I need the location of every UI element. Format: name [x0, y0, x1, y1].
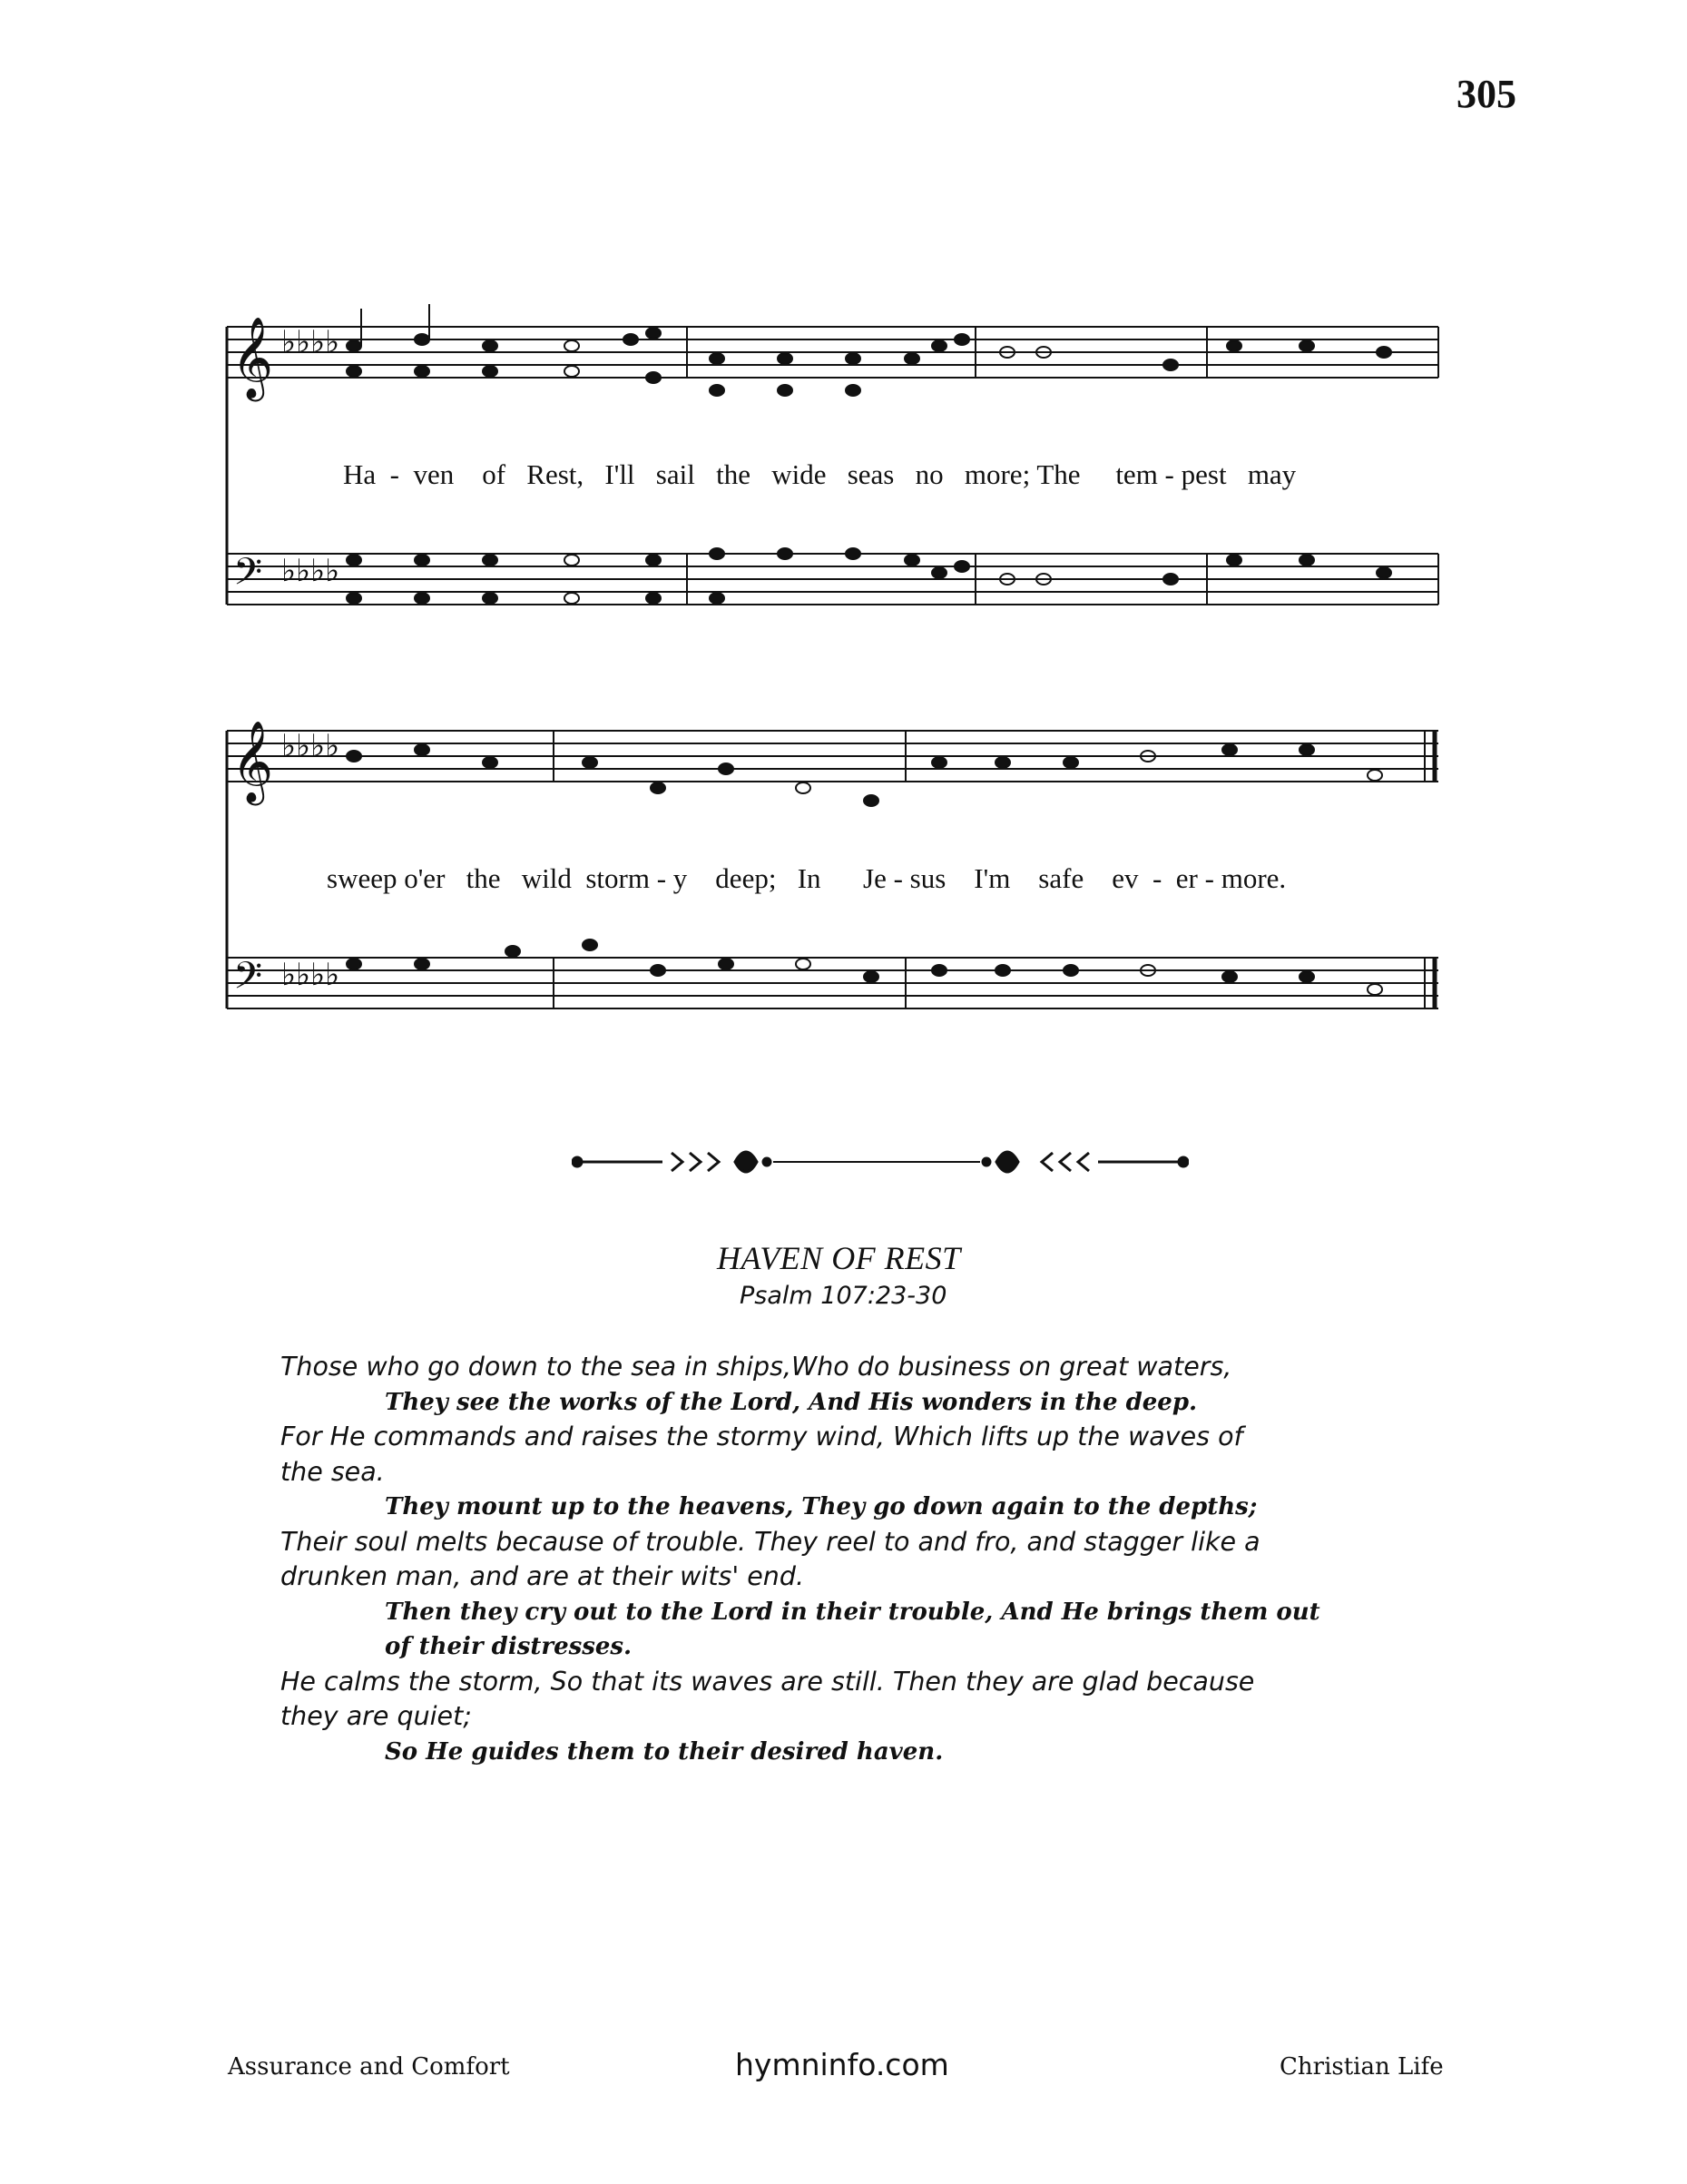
responsive-reading: [280, 1350, 1460, 1769]
reading-line: the sea.: [280, 1456, 385, 1487]
svg-text:♭♭♭♭: ♭♭♭♭: [281, 957, 340, 993]
music-score: [222, 272, 1457, 1089]
reading-line: they are quiet;: [280, 1701, 472, 1731]
treble-clef-icon: 𝄞: [231, 317, 274, 398]
reading-response-line: They mount up to the heavens, They go down again to the depths;: [385, 1493, 1258, 1520]
reading-response-line: So He guides them to their desired haven.: [385, 1737, 944, 1766]
svg-text:♭♭♭♭: ♭♭♭♭: [281, 324, 340, 360]
footer-website: hymninfo.com: [735, 2047, 949, 2082]
reading-line: Their soul melts because of trouble. They reel to and fro, and stagger like a: [280, 1526, 1260, 1557]
reading-title: HAVEN OF REST: [717, 1240, 961, 1276]
footer-section: Christian Life: [1280, 2053, 1444, 2081]
svg-text:♭♭♭♭: ♭♭♭♭: [281, 728, 340, 764]
reading-response-line: of their distresses.: [385, 1633, 633, 1660]
treble-clef-icon: 𝄞: [231, 721, 274, 802]
reading-response-line: They see the works of the Lord, And His wonders in the deep.: [385, 1388, 1198, 1416]
reading-response-line: Then they cry out to the Lord in their trouble, And He brings them out: [385, 1598, 1320, 1626]
reading-line: Those who go down to the sea in ships,Who do business on great waters,: [280, 1352, 1232, 1382]
treble-staff-1: [227, 327, 1438, 378]
bass-clef-icon: 𝄢: [233, 550, 263, 603]
bass-staff-1: [227, 554, 1438, 605]
footer-category: Assurance and Comfort: [228, 2053, 510, 2081]
bass-clef-icon: 𝄢: [233, 954, 263, 1007]
reading-line: drunken man, and are at their wits' end.: [280, 1561, 805, 1591]
lyrics-line-1: Ha - ven of Rest, I'll sail the wide seas no more; The tem - pest may: [343, 458, 1297, 490]
lyrics-line-2: sweep o'er the wild storm - y deep; In Je - sus I'm safe ev - er - more.: [327, 862, 1287, 894]
reading-line: For He commands and raises the stormy wind, Which lifts up the waves of: [280, 1422, 1243, 1451]
treble-staff-2: [227, 731, 1438, 782]
reading-reference: Psalm 107:23-30: [740, 1282, 947, 1310]
reading-line: He calms the storm, So that its waves are still. Then they are glad because: [280, 1666, 1255, 1697]
bass-staff-2: [227, 958, 1438, 1008]
svg-text:♭♭♭♭: ♭♭♭♭: [281, 553, 340, 589]
divider-ornament-icon: [572, 1139, 1189, 1185]
page-number: 305: [1457, 72, 1516, 116]
